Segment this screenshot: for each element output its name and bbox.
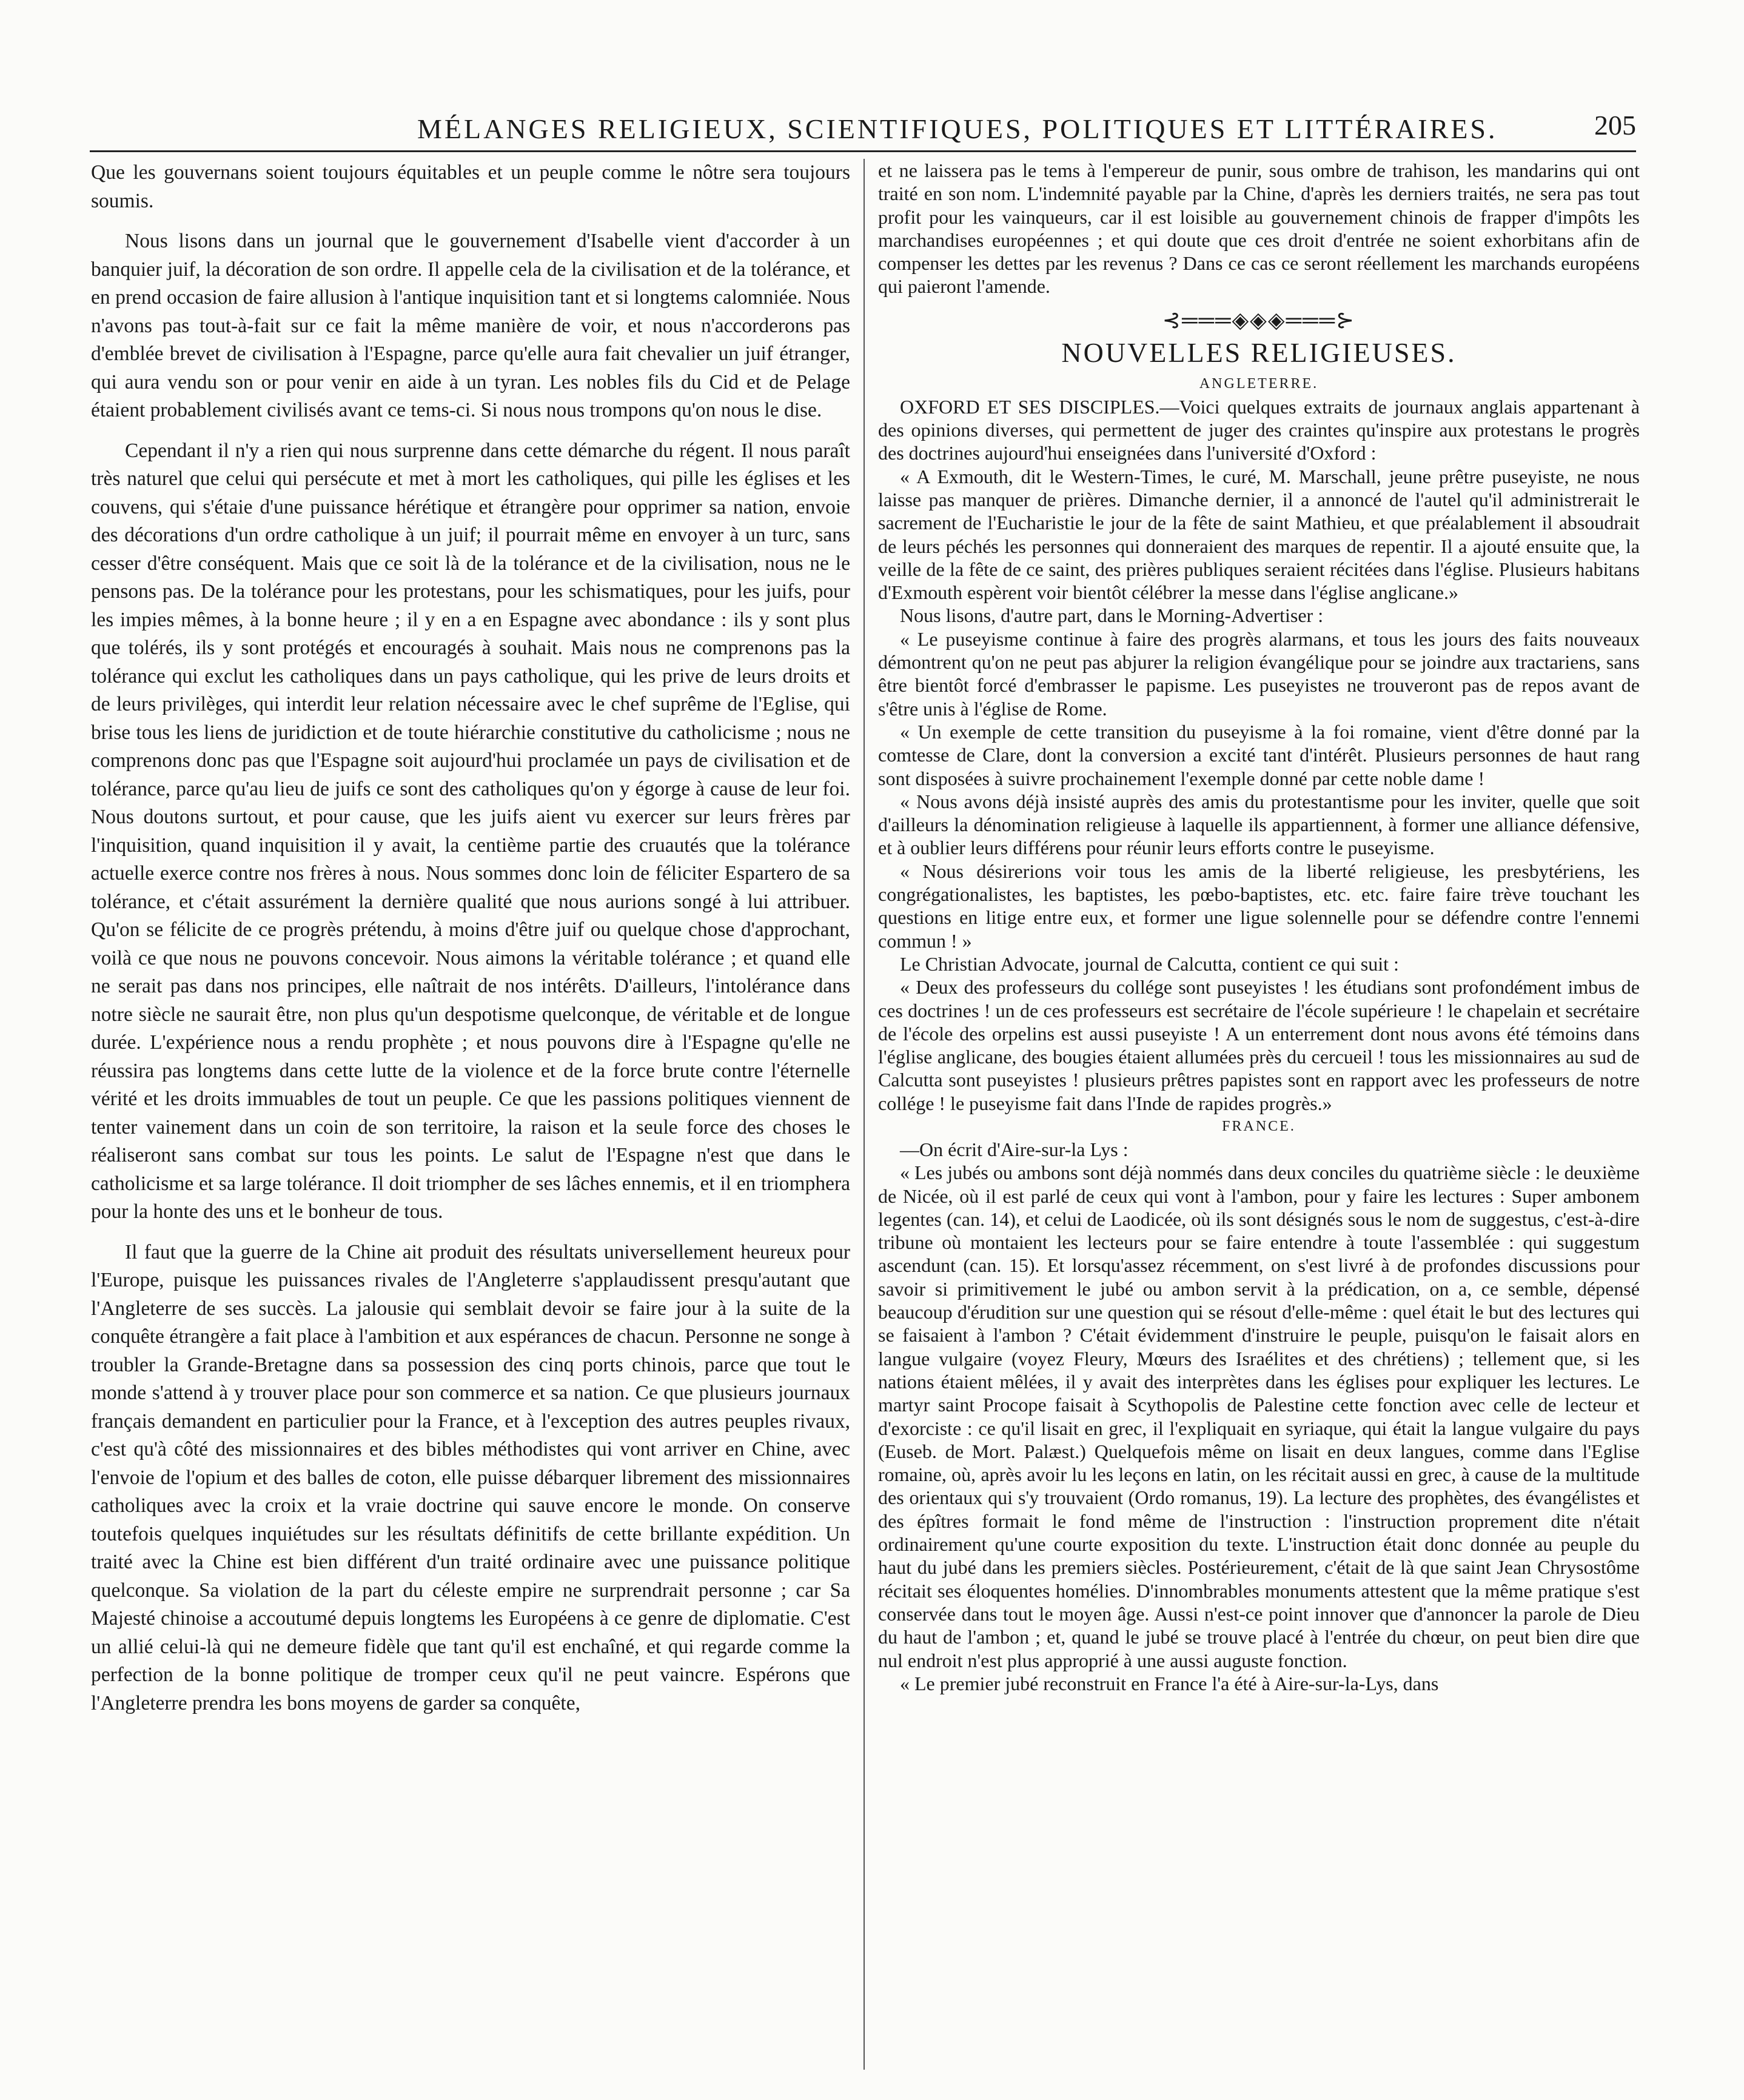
- paragraph: Nous lisons dans un journal que le gouvernement d'Isabelle vient d'accorder à un banquier juif, la décoration de son ordre. Il appelle cela de la civilisation et de la tolérance, et en prend occasion de faire allusion à l'antique inquisition tant et si longtems calomniée. Nous n'avons pas tout-à-fait sur ce fait la même manière de voir, et nous n'accorderons pas d'emblée brevet de civilisation à l'Espagne, parce qu'elle aura fait chevalier un juif étranger, qui aura vendu son or pour venir en aide à un tyran. Les nobles fils du Cid et de Pelage étaient probablement civilisés avant ce tems-ci. Si nous nous trompons qu'on nous le dise.: [91, 230, 850, 421]
- paragraph: « Deux des professeurs du collége sont puseyistes ! les étudians sont profondément imbus de ces doctrines ! un de ces professeurs est secrétaire de l'école supérieure ! le chapelain et secrétaire de l'école des orpelins est aussi puseyiste ! A un enterrement dont nous avons été témoins dans l'église anglicane, des bougies étaient allumées près du cercueil ! tous les missionnaires au sud de Calcutta sont puseyistes ! plusieurs prêtres papistes sont en rapport avec les professeurs de notre collége ! le puseyisme fait dans l'Inde de rapides progrès.»: [878, 976, 1640, 1114]
- paragraph: Le Christian Advocate, journal de Calcutta, contient ce qui suit :: [900, 952, 1399, 975]
- paragraph: —On écrit d'Aire-sur-la Lys :: [900, 1138, 1129, 1160]
- column-divider: [864, 159, 865, 2070]
- paragraph: Il faut que la guerre de la Chine ait produit des résultats universellement heureux pour l'Europe, puisque les puissances rivales de l'Angleterre s'applaudissent presqu'autant que l'Angleterre de ses succès. La jalousie qui semblait devoir se faire jour à la suite de la conquête étrangère a fait place à l'ambition et aux espérances de chacun. Personne ne songe à troubler la Grande-Bretagne dans sa possession des cinq ports chinois, parce que tout le monde s'attend à y trouver place pour son commerce et sa nation. Ce que plusieurs journaux français demandent en particulier pour la France, et à l'exception des autres peuples rivaux, c'est qu'à côté des missionnaires et des bibles méthodistes qui vont arriver en Chine, avec l'envoie de l'opium et des balles de coton, elle puisse débarquer librement des missionnaires catholiques avec la croix et la vraie doctrine qui sauve encore le monde. On conserve toutefois quelques inquiétudes sur les résultats définitifs de cette brillante expédition. Un traité avec la Chine est bien différent d'un traité ordinaire avec une puissance politique quelconque. Sa violation de la part du céleste empire ne surprendrait personne ; car Sa Majesté chinoise a accoutumé depuis longtems les Européens à ce genre de diplomatie. C'est un allié celui-là qui ne demeure fidèle que tant qu'il est enchaîné, et qui regarde comme la perfection de la bonne politique de tromper ceux qu'il ne peut vaincre. Espérons que l'Angleterre prendra les bons moyens de garder sa conquête,: [91, 1240, 850, 1714]
- paragraph: OXFORD ET SES DISCIPLES.—Voici quelques extraits de journaux anglais appartenant à des opinions diverses, qui permettent de juger des craintes qu'inspire aux protestans le progrès des doctrines aujourd'hui enseignées dans l'université d'Oxford :: [878, 395, 1640, 464]
- paragraph: Cependant il n'y a rien qui nous surprenne dans cette démarche du régent. Il nous paraît très naturel que celui qui persécute et met à mort les catholiques, qui pille les églises et les couvens, qui s'étaie d'une puissance hérétique et étrangère pour opprimer sa nation, envoie des décorations d'un ordre catholique à un juif; il pourrait même en envoyer à un turc, sans cesser d'être conséquent. Mais que ce soit là de la tolérance et de la civilisation, nous ne le pensons pas. De la tolérance pour les protestans, pour les schismatiques, pour les juifs, pour les impies mêmes, à la bonne heure ; il y en a en Espagne avec abondance : ils y sont plus que tolérés, ils y sont protégés et encouragés à souhait. Mais nous ne comprenons pas la tolérance qui exclut les catholiques dans un pays catholique, qui les prive de leurs droits et de leurs privilèges, qui interdit leur relation nécessaire avec le chef suprême de l'Eglise, qui brise tous les liens de juridiction et de toute hiérarchie constitutive du catholicisme ; nous ne comprenons donc pas que l'Espagne soit aujourd'hui proclamée un pays de civilisation et de tolérance, parce qu'au lieu de juifs ce sont des catholiques qu'on y égorge à cause de leur foi. Nous doutons surtout, et pour cause, que les juifs aient vu exercer sur leurs frères par l'inquisition, quand inquisition il y avait, la centième partie des cruautés que la tolérance actuelle exerce contre nos frères à nous. Nous sommes donc loin de féliciter Espartero de sa tolérance, et c'était assurément la dernière qualité que nous aurions songé à lui attribuer. Qu'on se félicite de ce progrès prétendu, à moins d'être juif ou quelque chose d'approchant, voilà ce que nous ne pouvons concevoir. Nous aimons la véritable tolérance ; et quand elle ne serait pas dans nos principes, elle naîtrait de nos intérêts. D'ailleurs, l'intolérance dans notre siècle ne saurait être, non plus qu'un despotisme quelconque, de véritable et de longue durée. L'expérience nous a rendu prophète ; et nous pouvons dire à l'Espagne qu'elle ne réussira pas longtems dans cette lutte de la violence et de la force brute contre l'éternelle vérité et les droits immuables de tout un peuple. Ce que les passions politiques viennent de tenter vainement dans un coin de son territoire, la raison et la seule force des choses le réaliseront sans combat sur tous les points. Le salut de l'Espagne n'est que dans le catholicisme et sa large tolérance. Il doit triompher de ses lâches ennemis, et il en triomphera pour la honte des uns et le bonheur de tous.: [91, 439, 850, 1223]
- subsection-heading-france: FRANCE.: [1222, 1118, 1296, 1134]
- paragraph: « Les jubés ou ambons sont déjà nommés dans deux conciles du quatrième siècle : le deuxième de Nicée, où il est parlé de ceux qui vont à l'ambon, pour y faire les lectures : Super ambonem legentes (can. 14), et celui de Laodicée, où ils sont désignés sous le nom de suggestus, c'est-à-dire tribune où montaient les lecteurs pour se faire entendre à toute l'assemblée : qui suggestum ascendunt (can. 15). Et lorsqu'assez récemment, on s'est livré à de profondes discussions pour savoir si primitivement le jubé ou ambon servit à la prédication, on a, ce semble, dépensé beaucoup d'érudition sur une question qui se résout d'elle-même : quel était le but des lectures qui se faisaient à l'ambon ? C'était évidemment d'instruire le peuple, puisqu'on le faisait alors en langue vulgaire (voyez Fleury, Mœurs des Israélites et des chrétiens) ; tellement que, si les nations étaient mêlées, il y avait des interprètes dans les églises pour expliquer les lectures. Le martyr saint Procope faisait à Scythopolis de Palestine cette fonction avec celle de lecteur et d'exorciste : ce qu'il lisait en grec, il l'expliquait en syriaque, qui était la langue vulgaire du pays (Euseb. de Mort. Palæst.) Quelquefois même on lisait en deux langues, comme dans l'Eglise romaine, où, après avoir lu les leçons en latin, on les récitait aussi en grec, à cause de la multitude des orientaux qui s'y trouvaient (Ordo romanus, 19). La lecture des prophètes, des évangélistes et des épîtres formait le fond même de l'instruction : l'instruction proprement dite n'était ordinairement qu'une courte exposition du texte. L'instruction était donc donnée au peuple du haut du jubé dans les premiers siècles. Postérieurement, c'était de là que saint Jean Chrysostôme récitait ses éloquentes homélies. D'innombrables monuments attestent que la même pratique s'est conservée dans tout le moyen âge. Aussi n'est-ce point innover que d'annoncer la parole de Dieu du haut de l'ambon ; et, quand le jubé se trouve placé à l'entrée du chœur, on peut bien dire que nul endroit n'est plus approprié à une aussi auguste fonction.: [878, 1162, 1640, 1671]
- page-number: 205: [1594, 110, 1636, 141]
- paragraph: « Nous désirerions voir tous les amis de la liberté religieuse, les presbytériens, les congrégationalistes, les baptistes, les pœbo-baptistes, etc. etc. faire faire trève touchant les questions en litige entre eux, et former une ligue solennelle pour se défendre contre l'ennemi commun ! »: [878, 860, 1640, 952]
- paragraph: « Un exemple de cette transition du puseyisme à la foi romaine, vient d'être donné par la comtesse de Clare, dont la conversion a excité tant d'intérêt. Plusieurs personnes de haut rang sont disposées à suivre prochainement l'exemple donné par cette noble dame !: [878, 720, 1640, 789]
- paragraph: « Le puseyisme continue à faire des progrès alarmans, et tous les jours des faits nouveaux démontrent qu'on ne peut pas abjurer la religion évangélique pour se joindre aux tractariens, sans être bientôt forcé d'embrasser le papisme. Les puseyistes ne trouveront pas de repos avant de s'être unis à l'église de Rome.: [878, 627, 1640, 720]
- paragraph: Nous lisons, d'autre part, dans le Morning-Advertiser :: [900, 604, 1324, 627]
- paragraph: et ne laissera pas le tems à l'empereur de punir, sous ombre de trahison, les mandarins qui ont traité en son nom. L'indemnité payable par la Chine, d'après les derniers traités, ne sera pas tout profit pour les vainqueurs, car il est loisible au gouvernement chinois de frapper d'impôts les marchandises européennes ; et qui doute que ces droit d'entrée ne soient exhorbitans afin de compenser les dettes par les revenus ? Dans ce cas ce seront réellement les marchands européens qui paieront l'amende.: [878, 159, 1640, 298]
- section-title: NOUVELLES RELIGIEUSES.: [1061, 336, 1457, 368]
- page-header: [90, 102, 1636, 152]
- paragraph: « Le premier jubé reconstruit en France l'a été à Aire-sur-la-Lys, dans: [900, 1672, 1439, 1694]
- running-title: MÉLANGES RELIGIEUX, SCIENTIFIQUES, POLITIQUES ET LITTÉRAIRES.: [417, 113, 1498, 144]
- left-column: [91, 159, 850, 2076]
- paragraph: Que les gouvernans soient toujours équitables et un peuple comme le nôtre sera toujours soumis.: [91, 161, 850, 212]
- paragraph: « Nous avons déjà insisté auprès des amis du protestantisme pour les inviter, quelle que soit d'ailleurs la dénomination religieuse à laquelle ils appartiennent, à former une alliance défensive, et à oublier leurs différens pour réunir leurs efforts contre le puseyisme.: [878, 790, 1640, 859]
- subsection-heading-angleterre: ANGLETERRE.: [1199, 375, 1319, 392]
- ornament-divider: ⊰═══◈◈◈═══⊱: [1162, 307, 1356, 332]
- right-column: [878, 159, 1640, 2076]
- paragraph: « A Exmouth, dit le Western-Times, le curé, M. Marschall, jeune prêtre puseyiste, ne nous laisse pas manquer de prières. Dimanche dernier, il a annoncé de l'autel qu'il administrerait le sacrement de l'Eucharistie le jour de la fête de saint Mathieu, et que préalablement il absoudrait de leurs péchés les personnes qui donneraient des marques de repentir. Il a ajouté ensuite que, la veille de la fête de ce saint, des prières publiques seraient récitées dans l'église. Plusieurs habitans d'Exmouth espèrent voir bientôt célébrer la messe dans l'église anglicane.»: [878, 465, 1640, 604]
